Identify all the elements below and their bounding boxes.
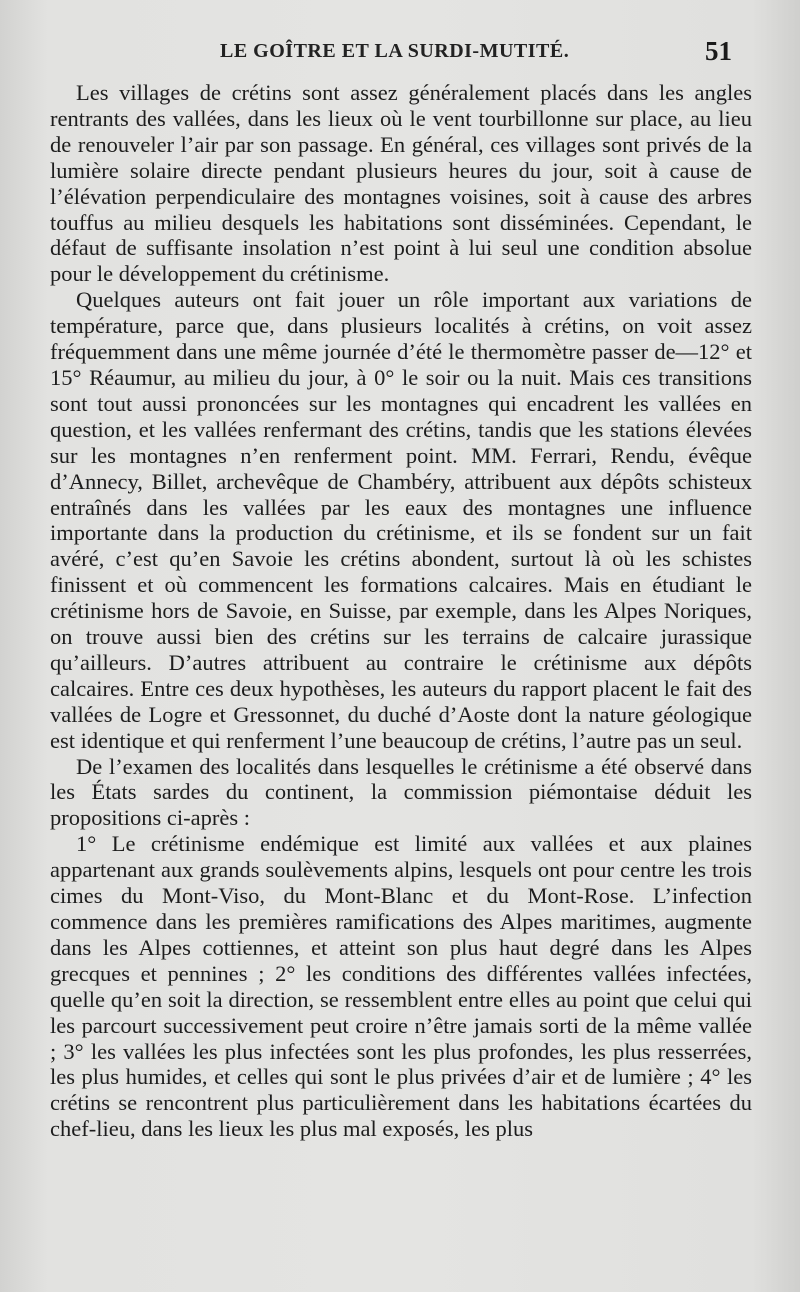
paragraph: Les villages de crétins sont assez généralement placés dans les angles rentrants des vallées, dans les lieux où le vent tourbillonne sur place, au lieu de renouveler l’air par son passage. En général, ces villages sont privés de la lumière solaire directe pendant plusieurs heures du jour, soit à cause de l’élévation perpendiculaire des montagnes voisines, soit à cause des arbres touffus au milieu desquels les habitations sont disséminées. Cependant, le défaut de suffisante insolation n’est point à lui seul une condition absolue pour le développement du crétinisme.: [50, 80, 752, 287]
paragraph: Quelques auteurs ont fait jouer un rôle important aux variations de température, parce que, dans plusieurs localités à crétins, on voit assez fréquemment dans une même journée d’été le thermomètre passer de—12° et 15° Réaumur, au milieu du jour, à 0° le soir ou la nuit. Mais ces transitions sont tout aussi prononcées sur les montagnes qui encadrent les vallées en question, et les vallées renfermant des crétins, tandis que les stations élevées sur les montagnes n’en renferment point. MM. Ferrari, Rendu, évêque d’Annecy, Billet, archevêque de Chambéry, attribuent aux dépôts schisteux entraînés dans les vallées par les eaux des montagnes une influence importante dans la production du crétinisme, et ils se fondent sur un fait avéré, c’est qu’en Savoie les crétins abondent, surtout là où les schistes finissent et où commencent les formations calcaires. Mais en étudiant le crétinisme hors de Savoie, en Suisse, par exemple, dans les Alpes Noriques, on trouve aussi bien des crétins sur les terrains de calcaire jurassique qu’ailleurs. D’autres attribuent au contraire le crétinisme aux dépôts calcaires. Entre ces deux hypothèses, les auteurs du rapport placent le fait des vallées de Logre et Gressonnet, du duché d’Aoste dont la nature géologique est identique et qui renferment l’une beaucoup de crétins, l’autre pas un seul.: [50, 287, 752, 753]
paragraph: 1° Le crétinisme endémique est limité aux vallées et aux plaines appartenant aux grands soulèvements alpins, lesquels ont pour centre les trois cimes du Mont-Viso, du Mont-Blanc et du Mont-Rose. L’infection commence dans les premières ramifications des Alpes maritimes, augmente dans les Alpes cottiennes, et atteint son plus haut degré dans les Alpes grecques et pennines ; 2° les conditions des différentes vallées infectées, quelle qu’en soit la direction, se ressemblent entre elles au point que celui qui les parcourt successivement peut croire n’être jamais sorti de la même vallée ; 3° les vallées les plus infectées sont les plus profondes, les plus resserrées, les plus humides, et celles qui sont le plus privées d’air et de lumière ; 4° les crétins se rencontrent plus particulièrement dans les habitations écartées du chef-lieu, dans les lieux les plus mal exposés, les plus: [50, 831, 752, 1142]
page-header: [0, 36, 800, 70]
body-text: [50, 80, 752, 1142]
page-number: 51: [705, 36, 732, 66]
running-title: LE GOÎTRE ET LA SURDI-MUTITÉ.: [220, 40, 570, 62]
paragraph: De l’examen des localités dans lesquelles le crétinisme a été observé dans les États sardes du continent, la commission piémontaise déduit les propositions ci-après :: [50, 753, 752, 831]
